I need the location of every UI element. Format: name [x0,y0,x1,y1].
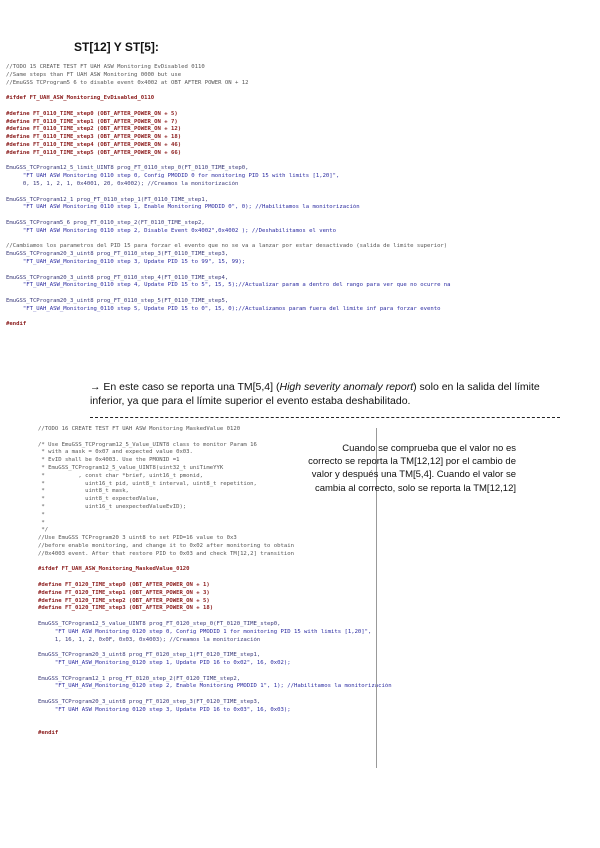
code-line [6,158,596,166]
code-line: 0, 15, 1, 2, 1, 0x4001, 20, 0x4002); //Creamos la monitorización [6,180,239,187]
code-line: * [38,519,45,526]
code-line: "FT UAH ASW Monitoring 0110 step 2, Disable Event 0x4002",0x4002 ); //Deshabilitamos el vento [6,227,337,234]
code-line [6,290,596,298]
code-line: #ifdef FT_UAH_ASW_Monitoring_MaskedValue_0120 [38,566,190,573]
code-line: "FT_UAH_ASW_Monitoring_0120 step 2, Enable Monitoring PMODID 1", 1); //Habilitamos la monitorización [38,683,392,690]
code-line: //0x4003 event. After that restore PID to 0x03 and check TM[12,2] transition [38,550,294,557]
code-line: //Same steps than FT UAH ASW Monitoring 0000 but use [6,71,182,78]
code-line: EmuGSS_TCProgram20_3_uint8 prog_FT_0110_step_5(FT_0110_TIME_step5, [6,297,229,304]
code-line: #endif [38,730,59,737]
code-line: //EmuGSS TCProgram5 6 to disable event 0x4002 at OBT AFTER POWER ON + 12 [6,79,249,86]
code-line [6,267,596,275]
code-line [6,314,596,322]
code-line: "FT_UAH_ASW_Monitoring_0110 step 5, Update PID 15 to 0", 15, 0);//Actualizamos param fuera del limite inf para forzar evento [6,305,441,312]
code-line: * uint8_t expectedValue, [38,496,160,503]
code-line: EmuGSS_TCProgram20_3_uint8 prog_FT_0110_step_4(FT_0110_TIME_step4, [6,274,229,281]
code-line: #endif [6,321,27,328]
code-line: #define FT_0110_TIME_step0 (OBT_AFTER_POWER_ON + 5) [6,110,178,117]
code-line: * [38,511,45,518]
code-line: EmuGSS_TCProgram20_3_uint8 prog_FT_0120_step_1(FT_0120_TIME_step1, [38,652,261,659]
code-line: EmuGSS_TCProgram5_6 prog_FT_0110_step_2(FT_0110_TIME_step2, [6,219,205,226]
code-line: #define FT_0110_TIME_step3 (OBT_AFTER_POWER_ON + 18) [6,134,182,141]
code-block-ft-0110 [6,64,596,329]
code-line: * uint16_t pid, uint8_t interval, uint8_t repetition, [38,480,257,487]
code-line: * EmuGSS_TCProgram12_5_value_UINT8(uint32_t uniTimeYYK [38,464,224,471]
code-line: * uint16_t unexpectedValueEvID); [38,503,187,510]
code-line [38,613,558,621]
code-line: 1, 16, 1, 2, 0x0F, 0x03, 0x4003); //Creamos la monitorización [38,636,261,643]
explanation-paragraph [90,380,560,408]
code-line: EmuGSS_TCProgram20_3_uint8 prog_FT_0110_step_3(FT_0110_TIME_step3, [6,251,229,258]
code-line [6,189,596,197]
code-line: EmuGSS_TCProgram12_1 prog_FT_0110_step_1(FT_0110_TIME_step1, [6,196,209,203]
code-line: * EvID shall be 0x4003. Use the PMONID =1 [38,457,180,464]
code-line [38,434,558,442]
code-line: EmuGSS_TCProgram12_5_value_UINT8 prog_FT_0120_step_0(FT_0120_TIME_step0, [38,620,281,627]
code-line [6,87,596,95]
code-line: EmuGSS_TCProgram20_3_uint8 prog_FT_0120_step_3(FT_0120_TIME_step3, [38,698,261,705]
code-line [6,103,596,111]
code-line: "FT_UAH_ASW_Monitoring_0110 step 4, Update PID 15 to 5", 15, 5);//Actualizar param a dentro del rango para ver que no ocurre na [6,282,451,289]
code-line: #define FT_0120_TIME_step2 (OBT_AFTER_POWER_ON + 5) [38,597,210,604]
dashed-separator [90,417,560,418]
code-line: #ifdef FT_UAH_ASW_Monitoring_EvDisabled_0110 [6,95,155,102]
code-line [38,644,558,652]
code-line: //TODO 16 CREATE TEST FT UAH ASW Monitoring MaskedValue 0120 [38,426,241,432]
code-line: #define FT_0120_TIME_step0 (OBT_AFTER_POWER_ON + 1) [38,581,210,588]
code-line: #define FT_0110_TIME_step5 (OBT_AFTER_POWER_ON + 66) [6,149,182,156]
side-note: Cuando se comprueba que el valor no es correcto se reporta la TM[12,12] por el cambio de valor y después una TM[5,4]. Cuando el valor se cambia al correcto, solo se reporta la TM[12,12] [308,443,516,494]
paragraph-italic: High severity anomaly report [279,381,414,393]
code-line: * with a mask = 0x07 and expected value 0x03. [38,449,193,456]
code-line: //Use EmuGSS TCProgram20 3 uint8 to set PID=16 value to 0x3 [38,535,237,542]
code-line: EmuGSS_TCProgram12_1 prog_FT_0120_step_2(FT_0120_TIME_step2, [38,675,241,682]
code-line: #define FT_0110_TIME_step1 (OBT_AFTER_POWER_ON + 7) [6,118,178,125]
code-line: #define FT_0110_TIME_step4 (OBT_AFTER_POWER_ON + 46) [6,141,182,148]
section-heading: ST[12] Y ST[5]: [74,40,159,54]
code-line: "FT UAH ASW Monitoring 0120 step 0, Config PMODID 1 for monitoring PID 15 with limits [1,20]", [38,628,372,635]
code-line: "FT_UAH_ASW_Monitoring_0120 step 1, Update PID 16 to 0x02", 16, 0x02); [38,659,291,666]
code-line: "FT_UAH_ASW_Monitoring_0110 step 3, Update PID 15 to 99", 15, 99); [6,258,246,265]
code-line: "FT UAH ASW Monitoring 0110 step 0, Config PMODID 0 for monitoring PID 15 with limits [1,20]", [6,173,340,180]
code-line [38,722,558,730]
code-line: //before enable monitoring, and change it to 0x02 after monitoring to obtain [38,542,294,549]
code-line: "FT UAH ASW Monitoring 0110 step 1, Enable Monitoring PMODID 0", 0); //Habilitamos la monitorización [6,204,360,211]
code-line: * , const char *brief, uint16_t pmonid, [38,472,204,479]
code-line: //Cambiamos los parametros del PID 15 para forzar el evento que no se va a lanzar por estar desactivado (salida de limite superior) [6,243,448,250]
code-line: #define FT_0120_TIME_step1 (OBT_AFTER_POWER_ON + 3) [38,589,210,596]
code-line: EmuGSS_TCProgram12_5_limit_UINT8 prog_FT_0110_step_0(FT_0110_TIME_step0, [6,165,249,172]
code-line [38,574,558,582]
code-line [6,212,596,220]
code-line [38,714,558,722]
code-line: #define FT_0120_TIME_step3 (OBT_AFTER_POWER_ON + 18) [38,605,214,612]
code-line [6,236,596,244]
paragraph-prefix: → En este caso se reporta una TM[5,4] ( [90,381,280,393]
code-line: /* Use EmuGSS_TCProgram12_5_Value_UINT8 class to monitor Param 16 [38,441,257,448]
code-line [38,559,558,567]
code-line: "FT UAH ASW Monitoring 0120 step 3, Update PID 16 to 0x03", 16, 0x03); [38,706,291,713]
code-line: * uint8_t mask, [38,488,129,495]
paragraph-suffix: ) solo en la salida del límite inferior, ya que para el límite superior el evento estaba deshabilitado. [90,381,540,407]
code-line [38,691,558,699]
code-line: //TODO 15 CREATE TEST FT UAH ASW Monitoring EvDisabled 0110 [6,64,205,70]
code-line: */ [38,527,49,534]
code-line [38,668,558,676]
code-line: #define FT_0110_TIME_step2 (OBT_AFTER_POWER_ON + 12) [6,126,182,133]
